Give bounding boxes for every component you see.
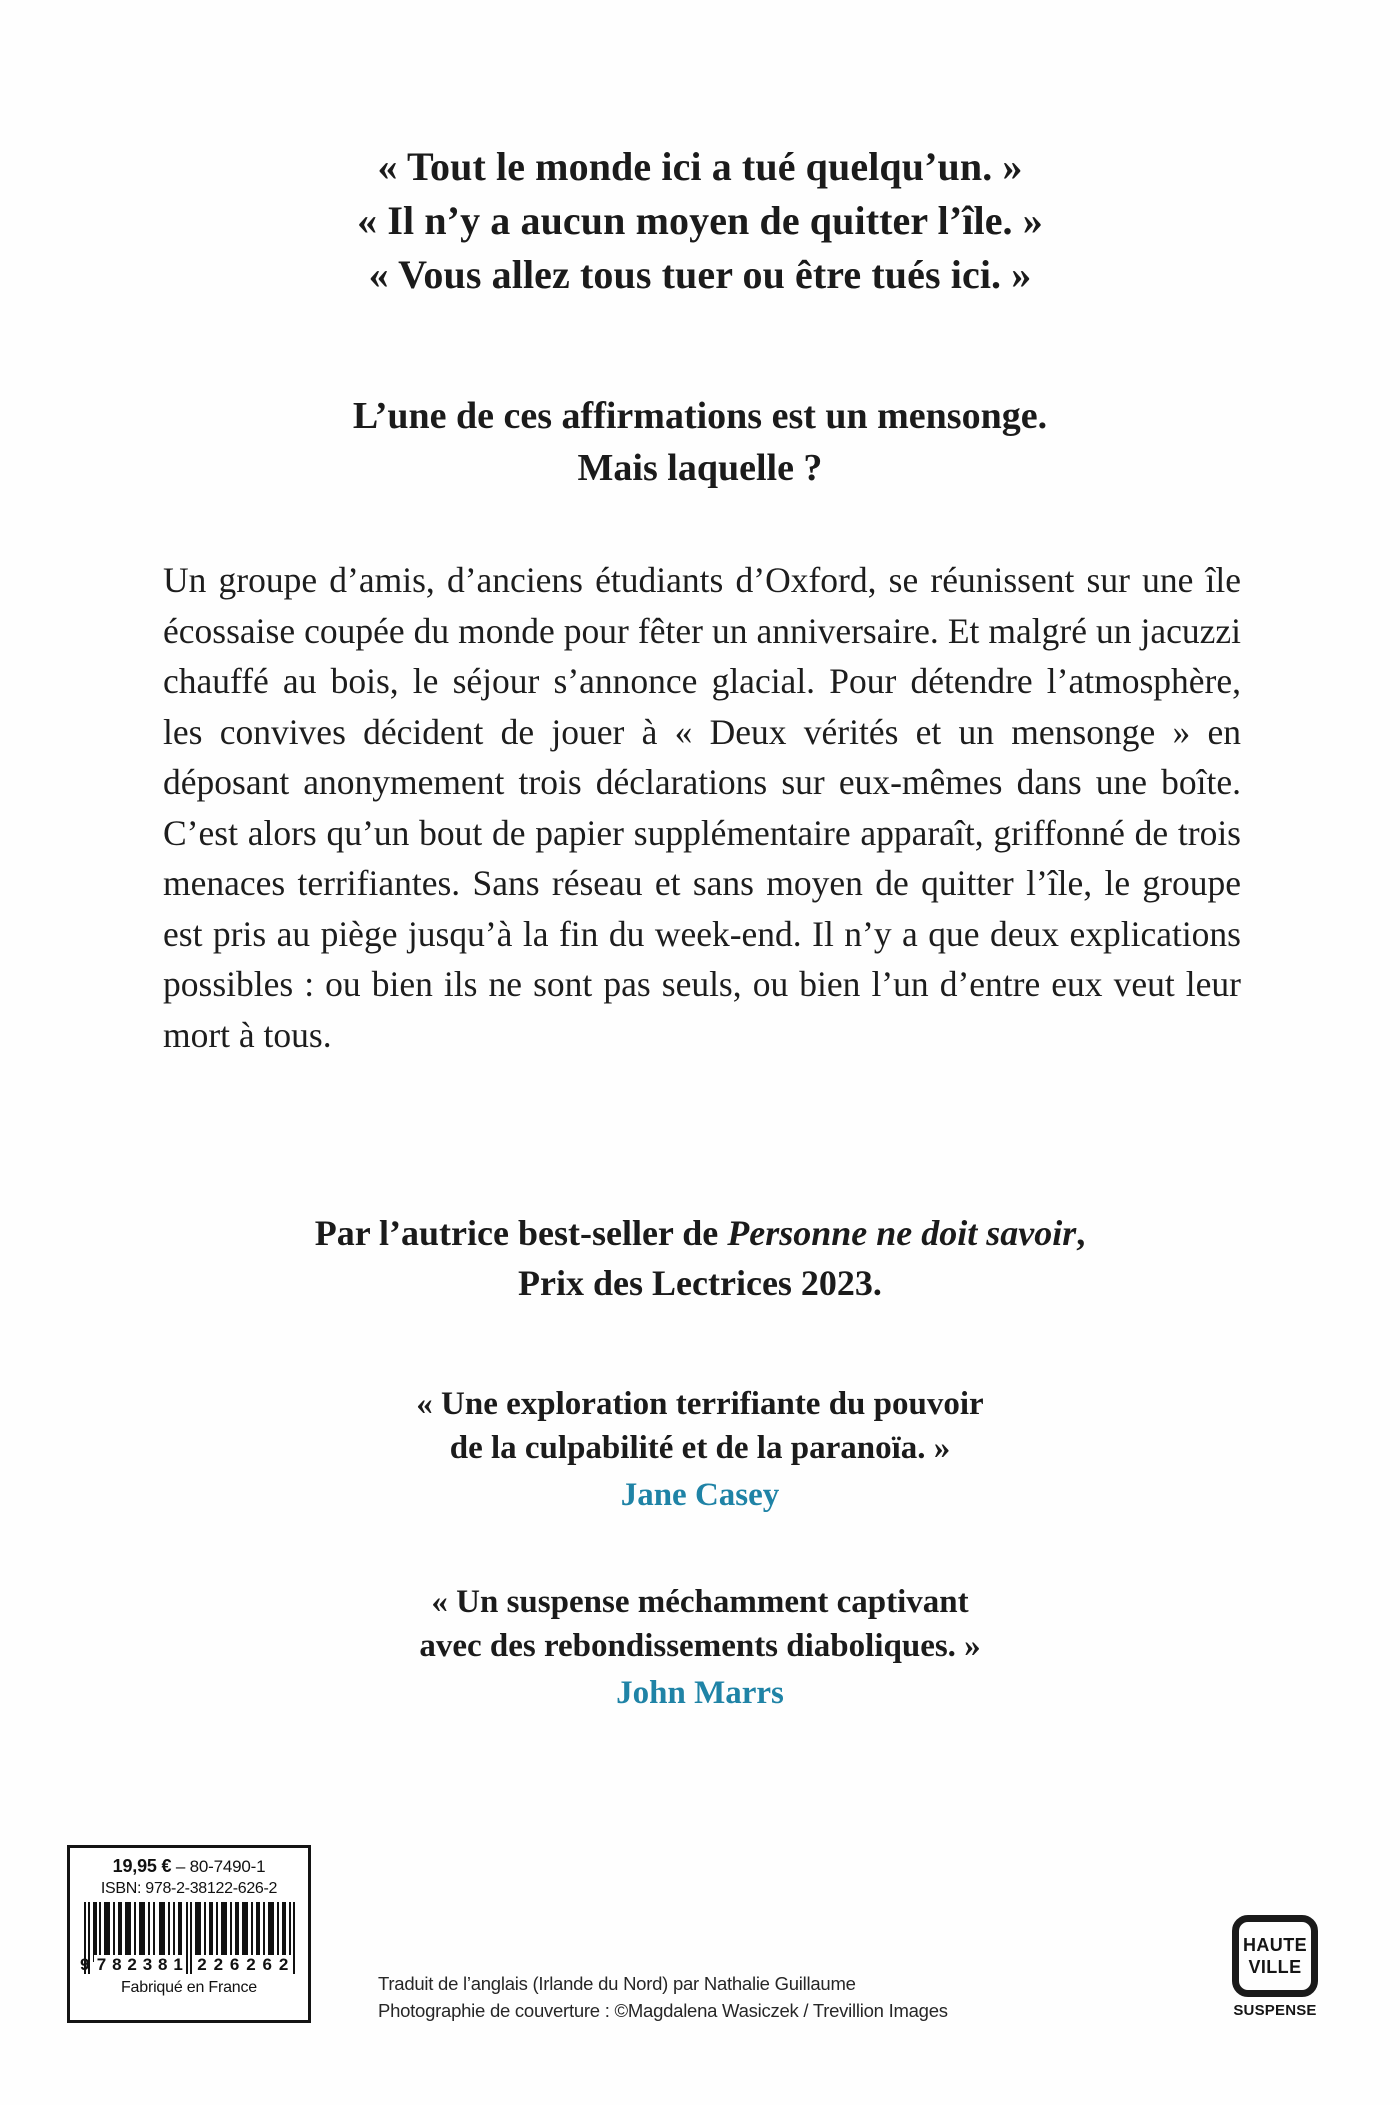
teaser-quote-line-1: « Tout le monde ici a tué quelqu’un. » — [377, 144, 1023, 189]
hook-line-2: Mais laquelle ? — [577, 447, 823, 489]
production-credits — [378, 1970, 948, 2024]
publisher-name-line-2: VILLE — [1248, 1957, 1302, 1977]
barcode-digits-left — [94, 1955, 186, 1975]
barcode-digits-right — [194, 1955, 292, 1975]
publisher-imprint: SUSPENSE — [1233, 2002, 1317, 2019]
barcode-digit: 6 — [229, 1955, 240, 1974]
barcode-digit: 3 — [142, 1955, 153, 1974]
barcode-digit: 6 — [262, 1955, 273, 1974]
isbn-line: ISBN: 978-2-38122-626-2 — [100, 1880, 278, 1897]
praise-2-line-1: « Un suspense méchamment captivant — [431, 1584, 969, 1620]
publisher-logo — [1232, 1915, 1318, 2019]
hook-line-1: L’une de ces affirmations est un mensonge. — [352, 395, 1048, 437]
author-credit-line-1 — [0, 1208, 1400, 1258]
previous-book-title: Personne ne doit savoir — [727, 1213, 1077, 1253]
internal-code: 80-7490-1 — [189, 1857, 266, 1876]
barcode-digits — [80, 1955, 298, 1975]
barcode-block — [67, 1845, 311, 2023]
barcode-digit: 1 — [173, 1955, 184, 1974]
hook-statement — [0, 390, 1400, 494]
publisher-logo-box — [1232, 1915, 1318, 1997]
price-value: 19,95 € — [112, 1856, 172, 1876]
barcode-digit: 2 — [213, 1955, 224, 1974]
barcode-digit: 2 — [246, 1955, 257, 1974]
price-separator: – — [175, 1857, 186, 1876]
publisher-name-line-1: HAUTE — [1243, 1935, 1307, 1955]
author-credit-line-2: Prix des Lectrices 2023. — [518, 1263, 882, 1303]
praise-quote-2 — [0, 1580, 1400, 1716]
barcode-digit: 2 — [197, 1955, 208, 1974]
praise-1-line-2: de la culpabilité et de la paranoïa. » — [449, 1430, 951, 1466]
teaser-quote-line-3: « Vous allez tous tuer ou être tués ici. » — [368, 252, 1032, 297]
made-in-label: Fabriqué en France — [120, 1979, 258, 1996]
price-line — [76, 1855, 302, 1878]
photo-credit: Photographie de couverture : ©Magdalena Wasiczek / Trevillion Images — [378, 2000, 948, 2021]
barcode-digit: 2 — [278, 1955, 289, 1974]
praise-quote-1 — [0, 1382, 1400, 1518]
praise-2-line-2: avec des rebondissements diaboliques. » — [419, 1628, 981, 1664]
author-credit — [0, 1208, 1400, 1308]
barcode-digit: 8 — [112, 1955, 122, 1974]
teaser-quotes — [0, 140, 1400, 302]
synopsis-paragraph: Un groupe d’amis, d’anciens étudiants d’Oxford, se réunissent sur une île écossaise coupée du monde pour fêter un anniversaire. Et malgré un jacuzzi chauffé au bois, le séjour s’annonce glacial. Pour détendre l’atmosphère, les convives décident de jouer à « Deux vérités et un mensonge » en déposant anonymement trois déclarations sur eux-mêmes dans une boîte. C’est alors qu’un bout de papier supplémentaire apparaît, griffonné de trois menaces terrifiantes. Sans réseau et sans moyen de quitter l’île, le groupe est pris au piège jusqu’à la fin du week-end. Il n’y a que deux explications possibles : ou bien ils ne sont pas seuls, ou bien l’un d’entre eux veut leur mort à tous. — [163, 560, 1241, 1055]
barcode-digit: 2 — [127, 1955, 138, 1974]
author-credit-suffix: , — [1076, 1213, 1086, 1253]
barcode-digit-lead: 9 — [80, 1955, 90, 1974]
praise-1-author: Jane Casey — [620, 1477, 780, 1513]
praise-1-line-1: « Une exploration terrifiante du pouvoir — [416, 1386, 984, 1422]
teaser-quote-line-2: « Il n’y a aucun moyen de quitter l’île. » — [357, 198, 1043, 243]
barcode-digit: 7 — [96, 1955, 107, 1974]
praise-2-author: John Marrs — [616, 1675, 784, 1711]
barcode-digit: 8 — [158, 1955, 168, 1974]
translation-credit: Traduit de l’anglais (Irlande du Nord) par Nathalie Guillaume — [378, 1973, 856, 1994]
cover-footer — [0, 1820, 1400, 2105]
author-credit-prefix: Par l’autrice best-seller de — [314, 1213, 728, 1253]
